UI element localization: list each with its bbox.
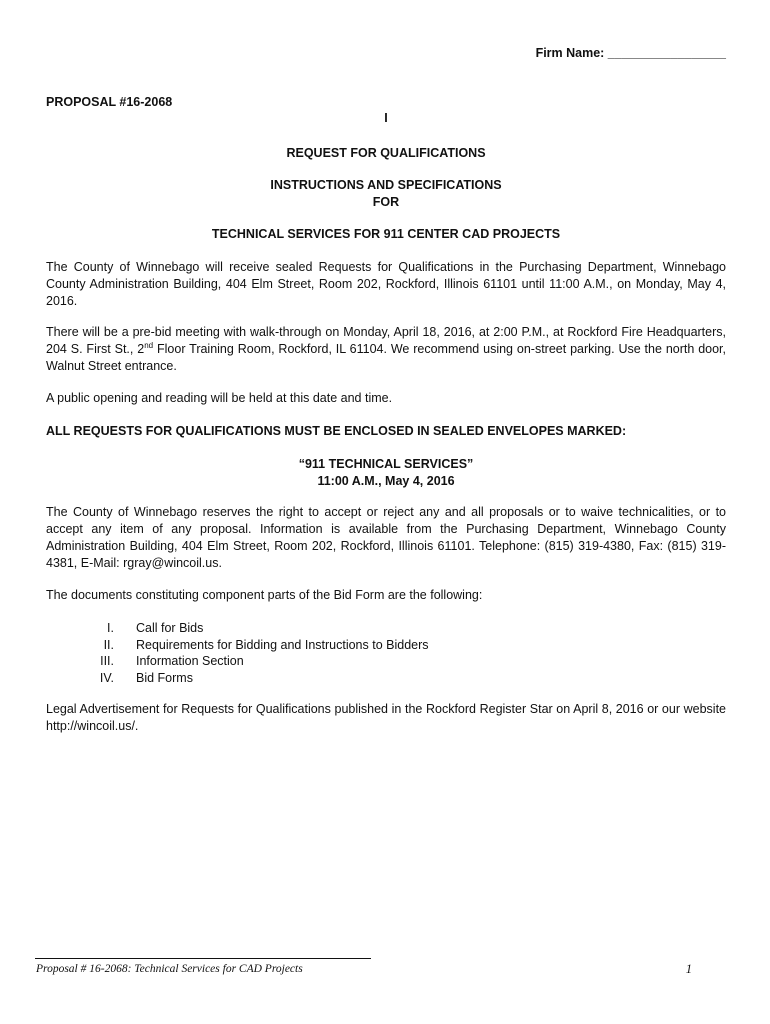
list-number: I.	[107, 621, 114, 635]
footer-proposal-title: Proposal # 16-2068: Technical Services for CAD Projects	[36, 963, 303, 975]
title-request-for-qualifications: REQUEST FOR QUALIFICATIONS	[286, 146, 486, 160]
list-number: II.	[103, 637, 114, 652]
paragraph-public-opening: A public opening and reading will be held at this date and time.	[46, 391, 393, 405]
title-instructions-specifications: INSTRUCTIONS AND SPECIFICATIONS	[270, 178, 502, 192]
list-text: Call for Bids	[136, 621, 204, 635]
footer-divider	[35, 958, 371, 959]
paragraph-pre-bid-meeting	[46, 324, 726, 375]
paragraph-sealed-requests: The County of Winnebago will receive sealed Requests for Qualifications in the Purchasing Department, Winnebago County Administration Building, 404 Elm Street, Room 202, Rockford, Illinois 61101 until 11:00 A.M., on Monday, May 4, 2016.	[46, 260, 726, 308]
proposal-number: PROPOSAL #16-2068	[46, 95, 173, 109]
separator-mark: I	[384, 111, 388, 125]
paragraph-documents-list-intro: The documents constituting component parts of the Bid Form are the following:	[46, 588, 483, 602]
list-text: Information Section	[136, 654, 244, 668]
title-technical-services: TECHNICAL SERVICES FOR 911 CENTER CAD PROJECTS	[211, 227, 561, 241]
list-item	[46, 653, 726, 670]
paragraph-legal-advertisement: Legal Advertisement for Requests for Qualifications published in the Rockford Register Star on April 8, 2016 or our website http://wincoil.us/.	[46, 702, 726, 733]
bid-form-components-list	[46, 620, 726, 686]
list-number: IV.	[99, 670, 114, 685]
marked-services-title: “911 TECHNICAL SERVICES”	[298, 457, 474, 471]
paragraph-reserves-right: The County of Winnebago reserves the right to accept or reject any and all proposals or to waive technicalities, or to accept any item of any proposal. Information is available from the Purchasing Department, Winnebago County Administration Building, 404 Elm Street, Room 202, Rockford, Illinois 61101. Telephone: (815) 319-4380, Fax: (815) 319-4381, E-Mail: rgray@wincoil.us.	[46, 505, 726, 570]
list-item	[46, 670, 726, 687]
list-number: III.	[100, 654, 114, 668]
paragraph-sealed-envelopes: ALL REQUESTS FOR QUALIFICATIONS MUST BE ENCLOSED IN SEALED ENVELOPES MARKED:	[46, 424, 627, 438]
pre-bid-text-start: There will be a pre-bid meeting with walk-through on Monday, April 18, 2016, at 2:00 P.M., at Rockford Fire Headquarters, 204 S. First St., 2	[46, 325, 726, 356]
page-number: 1	[685, 962, 692, 976]
list-text: Requirements for Bidding and Instructions to Bidders	[136, 637, 429, 652]
list-text: Bid Forms	[136, 670, 193, 685]
list-item	[46, 637, 726, 654]
firm-name-label: Firm Name: _________________	[535, 46, 726, 60]
title-for: FOR	[372, 195, 400, 209]
marked-date-time: 11:00 A.M., May 4, 2016	[317, 474, 455, 488]
list-item	[46, 620, 726, 637]
pre-bid-text-end: Floor Training Room, Rockford, IL 61104. We recommend using on-street parking. Use the north door, Walnut Street entrance.	[46, 342, 726, 373]
superscript-nd: nd	[144, 340, 154, 350]
